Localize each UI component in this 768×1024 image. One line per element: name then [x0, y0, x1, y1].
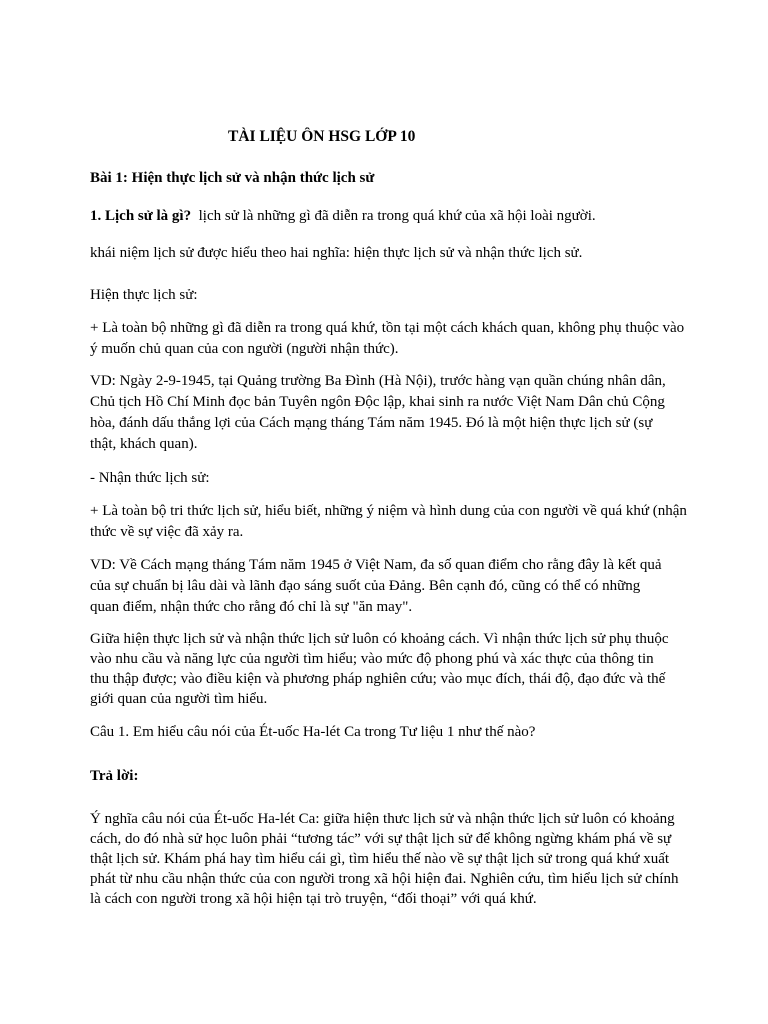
document-title: TÀI LIỆU ÔN HSG LỚP 10: [228, 128, 416, 145]
reality-example: VD: Ngày 2-9-1945, tại Quảng trường Ba Đình (Hà Nội), trước hàng vạn quần chúng nhân dân, Chủ tịch Hồ Chí Minh đọc bản Tuyên ngôn Độc lập, khai sinh ra nước Việt Nam Dân chủ Cộng hòa, đánh dấu thắng lợi của Cách mạng tháng Tám năm 1945. Đó là một hiện thực lịch sử (sự thật, khách quan).: [90, 373, 666, 452]
reality-definition: + Là toàn bộ những gì đã diễn ra trong quá khứ, tồn tại một cách khách quan, không phụ thuộc vào ý muốn chủ quan của con người (người nhận thức).: [90, 320, 685, 357]
question-1-label: 1. Lịch sử là gì?: [90, 208, 192, 224]
answer-label: Trả lời:: [90, 768, 139, 784]
question-1-block: [90, 206, 690, 227]
cognition-definition: + Là toàn bộ tri thức lịch sử, hiểu biết, những ý niệm và hình dung của con người về quá khứ (nhận thức về sự việc đã xảy ra.: [90, 503, 687, 540]
two-meanings-paragraph: khái niệm lịch sử được hiểu theo hai nghĩa: hiện thực lịch sử và nhận thức lịch sử.: [90, 245, 583, 261]
cognition-example: VD: Về Cách mạng tháng Tám năm 1945 ở Việt Nam, đa số quan điểm cho rằng đây là kết quả của sự chuẩn bị lâu dài và lãnh đạo sáng suốt của Đảng. Bên cạnh đó, cũng có thể có những quan điểm, nhận thức cho rằng đó chỉ là sự "ăn may".: [90, 557, 662, 615]
question-1-answer: lịch sử là những gì đã diễn ra trong quá khứ của xã hội loài người.: [198, 208, 596, 224]
reality-heading: Hiện thực lịch sử:: [90, 287, 198, 303]
gap-paragraph: Giữa hiện thực lịch sử và nhận thức lịch sử luôn có khoảng cách. Vì nhận thức lịch sử phụ thuộc vào nhu cầu và năng lực của người tìm hiểu; vào mức độ phong phú và xác thực của thông tin thu thập được; vào điều kiện và phương pháp nghiên cứu; vào mục đích, thái độ, đạo đức và thế giới quan của người tìm hiểu.: [90, 631, 669, 707]
question-text: Câu 1. Em hiểu câu nói của Ét-uốc Ha-lét Ca trong Tư liệu 1 như thế nào?: [90, 724, 536, 740]
lesson-heading: Bài 1: Hiện thực lịch sử và nhận thức lịch sử: [90, 170, 375, 186]
cognition-heading: - Nhận thức lịch sử:: [90, 470, 210, 486]
answer-text: Ý nghĩa câu nói của Ét-uốc Ha-lét Ca: giữa hiện thưc lịch sử và nhận thức lịch sử luôn có khoảng cách, do đó nhà sử học luôn phải “tương tác” với sự thật lịch sử để không ngừng khám phá về sự thật lịch sử. Khám phá hay tìm hiểu cái gì, tìm hiểu thế nào về sự thật lịch sử trong quá khứ xuất phát từ nhu cầu nhận thức của con người trong xã hội hiện đai. Nghiên cứu, tìm hiểu lịch sử chính là cách con người trong xã hội hiện tại trò truyện, “đối thoại” với quá khứ.: [90, 811, 679, 907]
